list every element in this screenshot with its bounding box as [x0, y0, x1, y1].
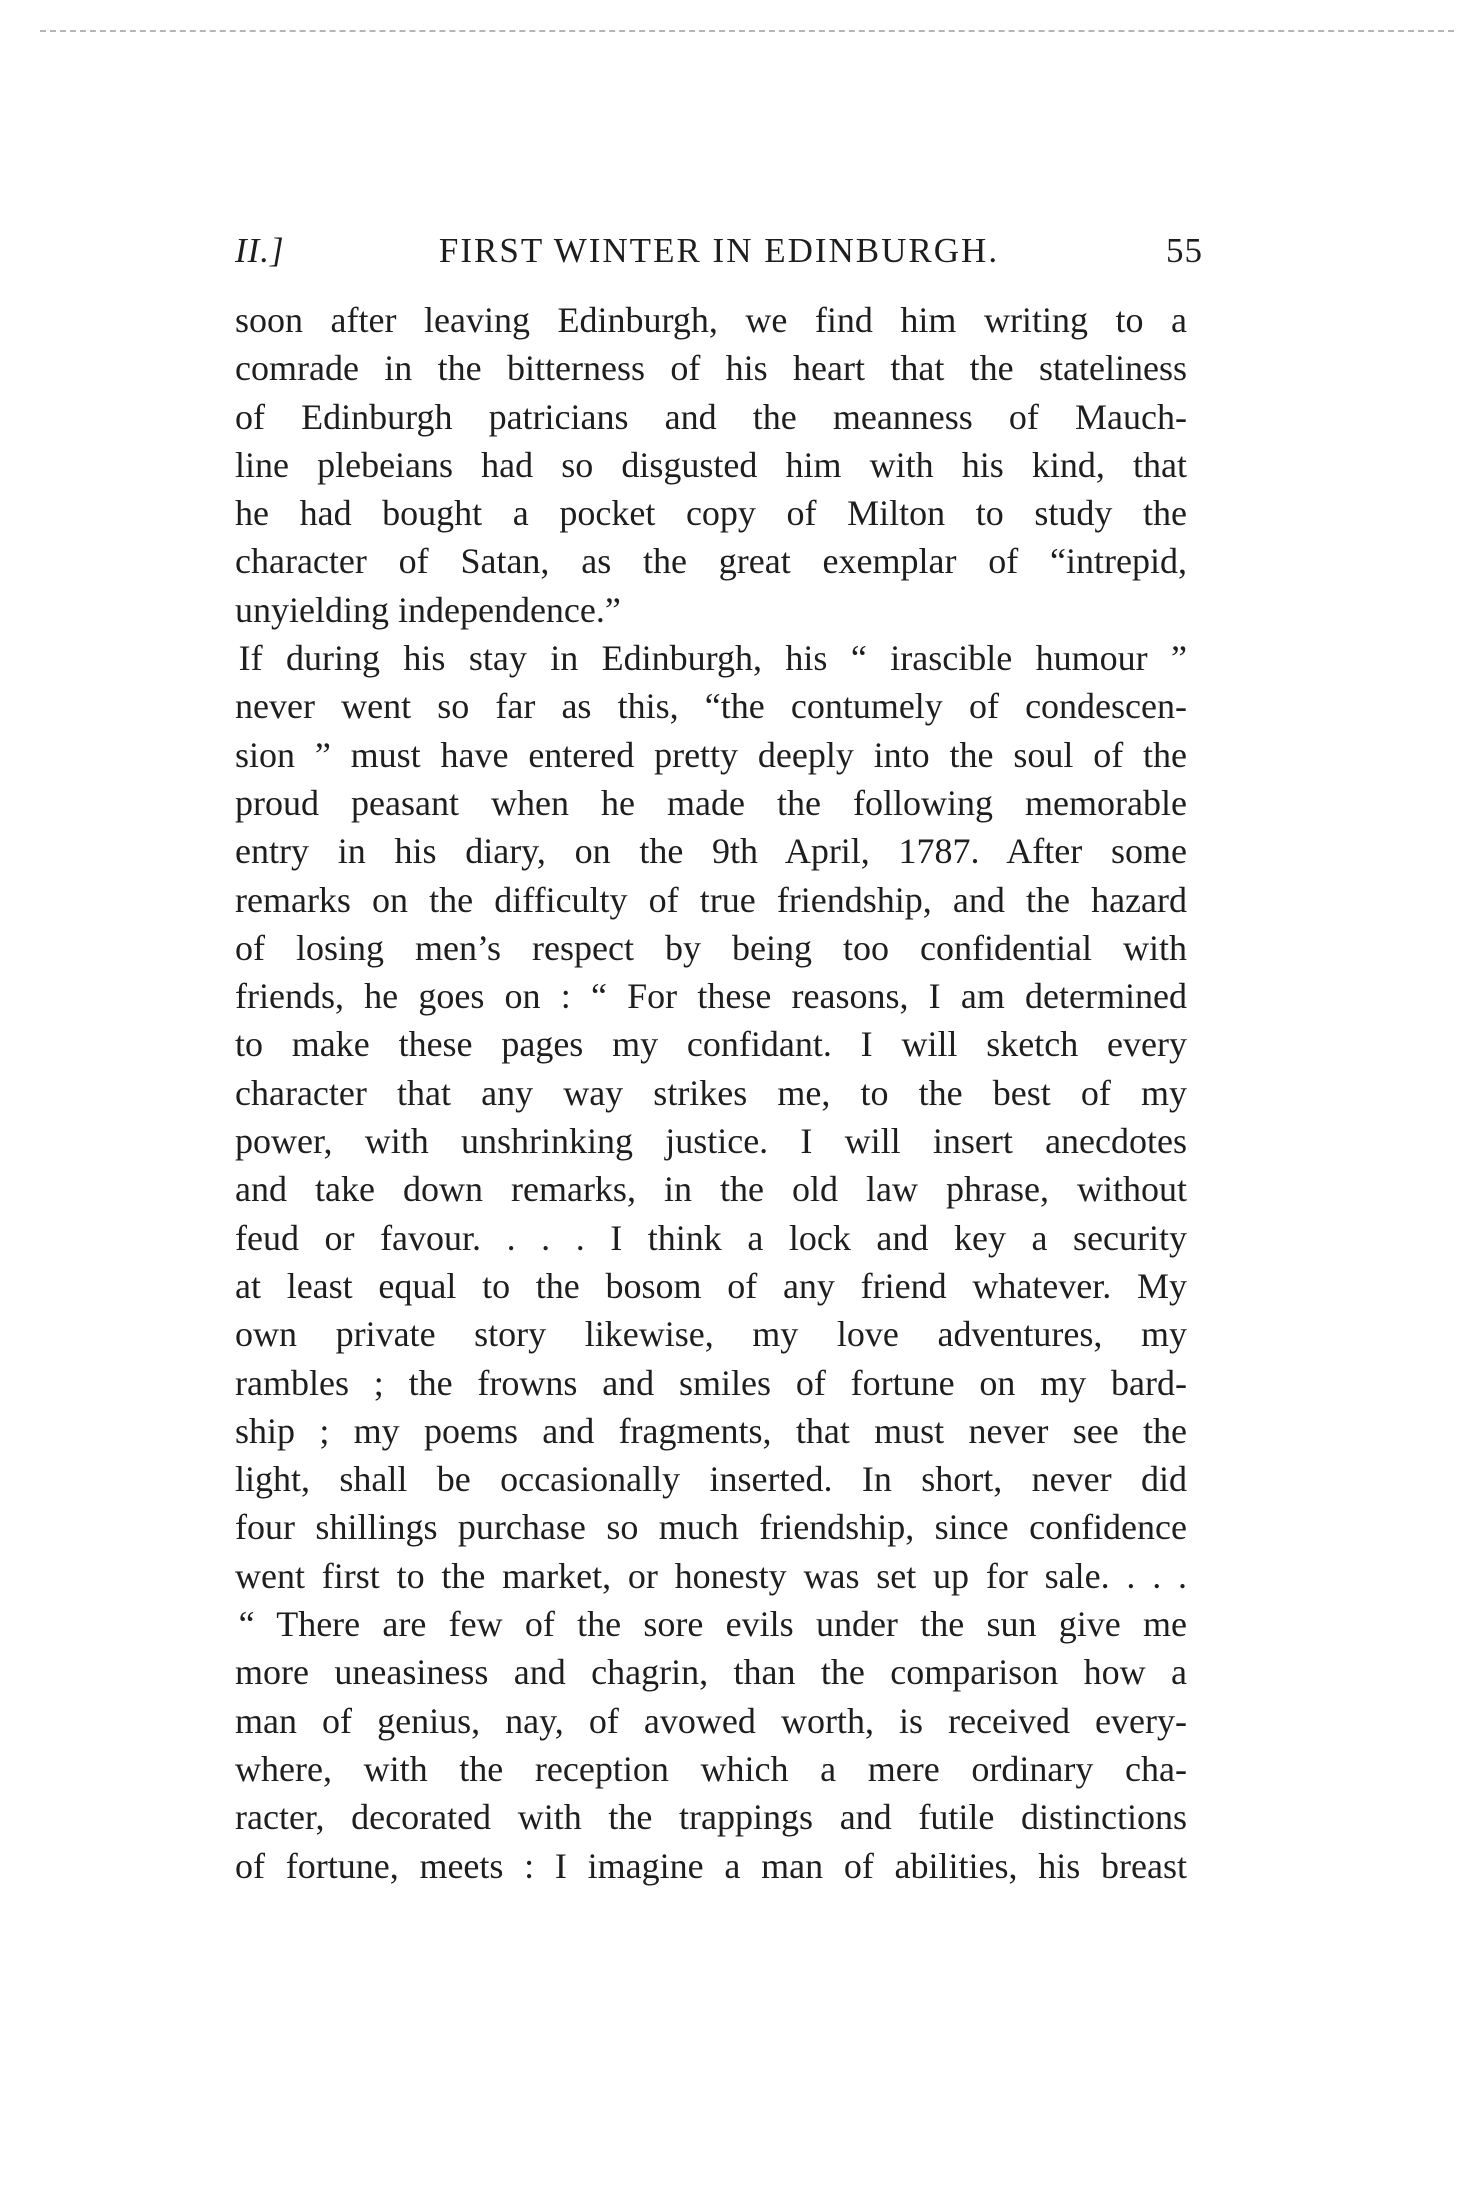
text-line: entry in his diary, on the 9th April, 1787. After some: [235, 831, 1187, 872]
text-line: “ There are few of the sore evils under the sun give me: [238, 1604, 1187, 1645]
text-line: soon after leaving Edinburgh, we find him writing to a: [235, 300, 1187, 340]
text-line: more uneasiness and chagrin, than the comparison how a: [235, 1652, 1187, 1693]
text-line: went first to the market, or honesty was set up for sale. . . .: [235, 1555, 1187, 1596]
text-line: and take down remarks, in the old law phrase, without: [235, 1169, 1187, 1210]
text-line: feud or favour. . . . I think a lock and key a security: [235, 1217, 1187, 1258]
text-line: of losing men’s respect by being too confidential with: [235, 927, 1187, 968]
text-line: where, with the reception which a mere ordinary cha-: [235, 1748, 1187, 1789]
text-line: remarks on the difficulty of true friendship, and the hazard: [235, 879, 1187, 920]
top-edge-rule: [40, 30, 1454, 32]
text-line: power, with unshrinking justice. I will insert anecdotes: [235, 1121, 1187, 1162]
text-line: character that any way strikes me, to the best of my: [235, 1072, 1187, 1113]
text-line: at least equal to the bosom of any friend whatever. My: [235, 1265, 1187, 1306]
text-line: comrade in the bitterness of his heart that the stateliness: [235, 348, 1187, 389]
text-line: he had bought a pocket copy of Milton to study the: [235, 493, 1187, 534]
text-line: four shillings purchase so much friendship, since confidence: [235, 1507, 1187, 1548]
chapter-marker: II.]: [235, 231, 285, 270]
text-line: unyielding independence.”: [235, 589, 621, 630]
text-line: ship ; my poems and fragments, that must never see the: [235, 1410, 1187, 1451]
text-line: own private story likewise, my love adventures, my: [235, 1314, 1187, 1355]
text-line: sion ” must have entered pretty deeply into the soul of the: [235, 734, 1187, 775]
running-title: FIRST WINTER IN EDINBURGH.: [438, 231, 1000, 270]
text-line: of Edinburgh patricians and the meanness of Mauch-: [235, 396, 1187, 437]
text-line: proud peasant when he made the following memorable: [235, 782, 1187, 823]
text-line: rambles ; the frowns and smiles of fortune on my bard-: [235, 1362, 1187, 1403]
text-line: never went so far as this, “the contumely of condescen-: [235, 686, 1187, 727]
running-header: [235, 226, 1203, 276]
text-line: racter, decorated with the trappings and futile distinctions: [235, 1797, 1187, 1838]
text-line: If during his stay in Edinburgh, his “ irascible humour ”: [238, 638, 1187, 679]
text-line: man of genius, nay, of avowed worth, is received every-: [235, 1700, 1187, 1741]
text-line: of fortune, meets : I imagine a man of abilities, his breast: [235, 1845, 1187, 1886]
text-line: line plebeians had so disgusted him with his kind, that: [235, 444, 1187, 485]
body-text: [235, 296, 1187, 1890]
text-line: character of Satan, as the great exemplar of “intrepid,: [235, 541, 1187, 582]
text-line: friends, he goes on : “ For these reasons, I am determined: [235, 976, 1187, 1017]
page-number: 55: [1166, 231, 1203, 270]
text-line: to make these pages my confidant. I will sketch every: [235, 1024, 1187, 1065]
text-line: light, shall be occasionally inserted. In short, never did: [235, 1459, 1187, 1500]
